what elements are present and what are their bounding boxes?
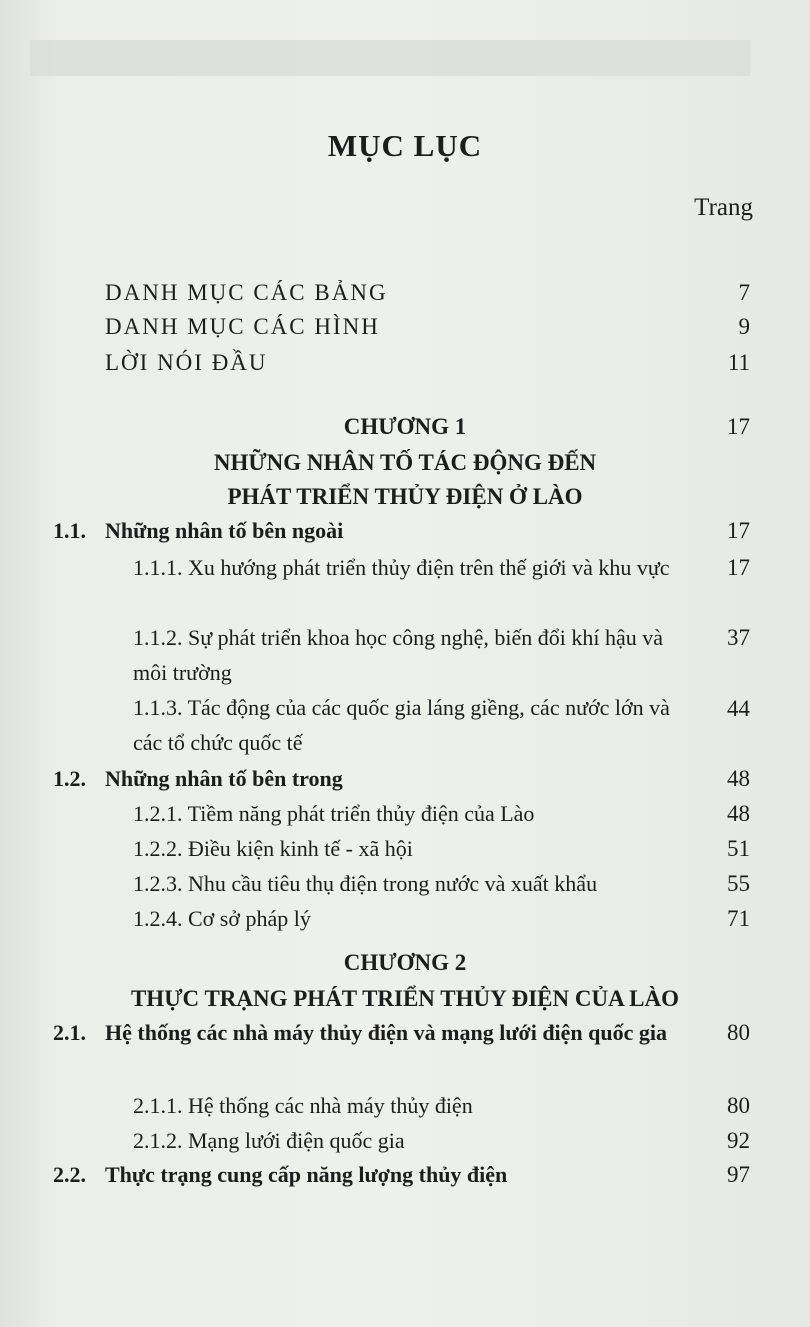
section-page: 17 — [727, 518, 750, 543]
subsection-title[interactable]: 1.2.4. Cơ sở pháp lý — [133, 906, 311, 931]
section-number: 2.2. — [53, 1162, 86, 1187]
subsection-title[interactable]: 2.1.1. Hệ thống các nhà máy thủy điện — [133, 1093, 473, 1118]
subsection-page: 80 — [727, 1093, 750, 1118]
section-page: 48 — [727, 766, 750, 791]
subsection-title[interactable]: 1.2.2. Điều kiện kinh tế - xã hội — [133, 836, 413, 861]
section-title[interactable]: Những nhân tố bên trong — [105, 766, 343, 791]
subsection-page: 44 — [727, 696, 750, 721]
subsection-page: 17 — [727, 555, 750, 580]
subsection-page: 71 — [727, 906, 750, 931]
section-title[interactable]: Thực trạng cung cấp năng lượng thủy điện — [105, 1162, 508, 1187]
page-title: MỤC LỤC — [327, 128, 483, 163]
subsection-title[interactable]: 1.1.3. Tác động của các quốc gia láng giềng, các nước lớn và các tổ chức quốc tế — [133, 695, 670, 755]
subsection-title[interactable]: 2.1.2. Mạng lưới điện quốc gia — [133, 1128, 405, 1153]
toc-entry-figures[interactable] — [105, 314, 380, 340]
section-number: 1.1. — [53, 518, 86, 543]
page-column-label: Trang — [694, 194, 753, 221]
subsection-page: 37 — [727, 625, 750, 650]
bleed-through-band — [30, 40, 750, 76]
subsection-page: 92 — [727, 1128, 750, 1153]
toc-entry-label: DANH MỤC CÁC HÌNH — [105, 314, 380, 339]
toc-entry-label: DANH MỤC CÁC BẢNG — [105, 280, 388, 305]
section-page: 97 — [727, 1162, 750, 1187]
toc-entry-label: LỜI NÓI ĐẦU — [105, 350, 268, 375]
chapter1-title-line2: PHÁT TRIỂN THỦY ĐIỆN Ở LÀO — [227, 484, 583, 509]
subsection-title[interactable]: 1.2.3. Nhu cầu tiêu thụ điện trong nước và xuất khẩu — [133, 871, 598, 896]
chapter1-page: 17 — [727, 414, 750, 439]
chapter1-number[interactable]: CHƯƠNG 1 — [343, 414, 467, 439]
toc-entry-page: 7 — [738, 280, 750, 305]
subsection-page: 55 — [727, 871, 750, 896]
chapter1-title-line1: NHỮNG NHÂN TỐ TÁC ĐỘNG ĐẾN — [213, 450, 597, 475]
subsection-title[interactable]: 1.2.1. Tiềm năng phát triển thủy điện của Lào — [133, 801, 535, 826]
section-title[interactable]: Những nhân tố bên ngoài — [105, 518, 344, 543]
section-number: 1.2. — [53, 766, 86, 791]
subsection-page: 51 — [727, 836, 750, 861]
toc-entry-tables[interactable] — [105, 280, 388, 306]
toc-entry-page: 9 — [738, 314, 750, 339]
subsection-title[interactable]: 1.1.1. Xu hướng phát triển thủy điện trên thế giới và khu vực — [133, 555, 670, 580]
toc-entry-page: 11 — [727, 350, 750, 375]
subsection-title[interactable]: 1.1.2. Sự phát triển khoa học công nghệ, biến đổi khí hậu và môi trường — [133, 625, 664, 685]
section-title[interactable]: Hệ thống các nhà máy thủy điện và mạng lưới điện quốc gia — [105, 1020, 668, 1045]
chapter2-number[interactable]: CHƯƠNG 2 — [343, 950, 467, 975]
toc-entry-preface[interactable] — [105, 350, 268, 376]
subsection-page: 48 — [727, 801, 750, 826]
section-page: 80 — [727, 1020, 750, 1045]
section-number: 2.1. — [53, 1020, 86, 1045]
chapter2-title: THỰC TRẠNG PHÁT TRIỂN THỦY ĐIỆN CỦA LÀO — [130, 986, 680, 1011]
